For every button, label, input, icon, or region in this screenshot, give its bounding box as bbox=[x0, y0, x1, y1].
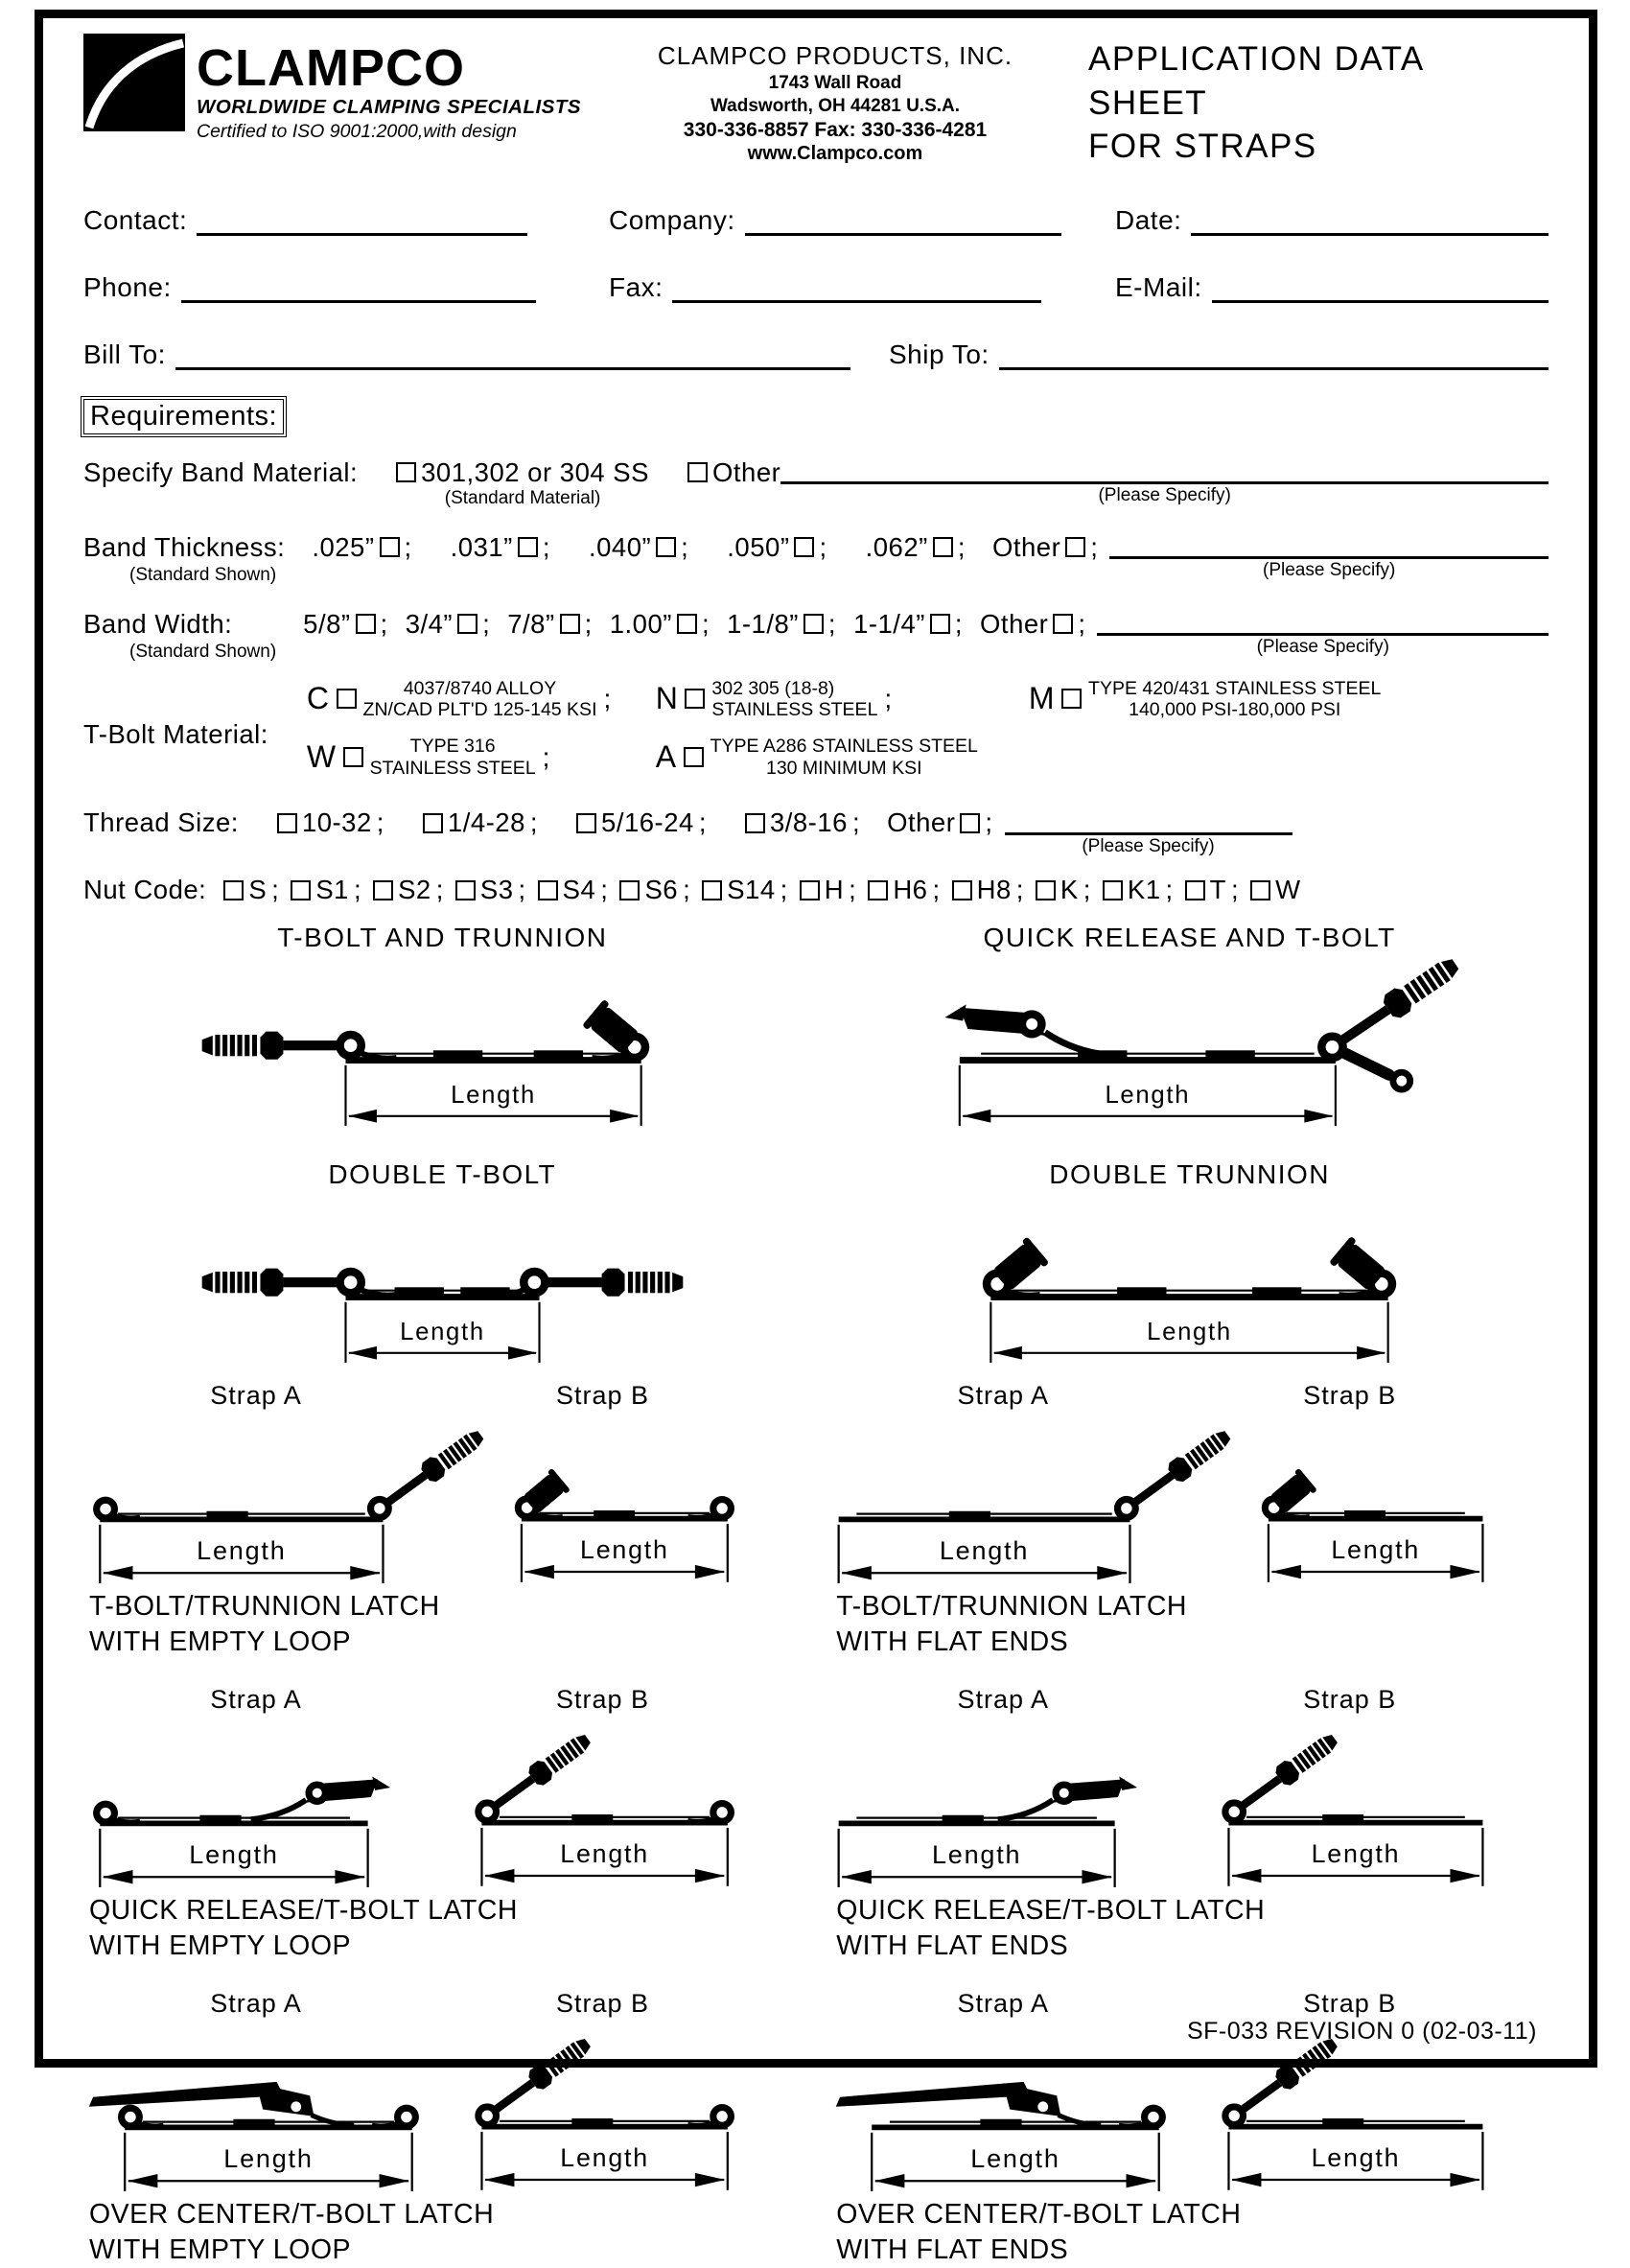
checkbox[interactable] bbox=[343, 747, 363, 767]
svg-text:Length: Length bbox=[970, 2144, 1060, 2174]
thread-size-row bbox=[83, 807, 1548, 857]
phone-label: Phone: bbox=[83, 271, 172, 302]
nut-code-option: W bbox=[1250, 875, 1300, 905]
strap-b-figure: Strap B Length bbox=[461, 1989, 744, 2191]
svg-text:Length: Length bbox=[223, 2144, 314, 2174]
strap-drawing bbox=[919, 1192, 1460, 1356]
strap-a-figure: Strap A Length bbox=[830, 1989, 1176, 2191]
ship-to-input-line[interactable] bbox=[999, 340, 1548, 370]
band-material-standard-checkbox[interactable] bbox=[396, 462, 416, 482]
strap-b-figure: Strap B Length bbox=[461, 1685, 744, 1887]
checkbox[interactable] bbox=[423, 813, 443, 833]
strap-b-figure: Strap B Length bbox=[1208, 1685, 1491, 1887]
strap-drawing bbox=[919, 955, 1460, 1144]
checkbox[interactable] bbox=[576, 813, 596, 833]
pair-caption: T-BOLT/TRUNNION LATCH WITH FLAT ENDS bbox=[836, 1591, 1187, 1658]
nut-code-option: S3 ; bbox=[455, 875, 526, 905]
checkbox[interactable] bbox=[291, 880, 311, 900]
band-material-other-option: Other bbox=[687, 457, 780, 488]
bill-to-input-line[interactable] bbox=[175, 340, 850, 370]
checkbox[interactable] bbox=[1250, 880, 1270, 900]
pair-t-bolt-trunnion-flat-ends bbox=[830, 1381, 1548, 1660]
fax-label: Fax: bbox=[609, 271, 664, 302]
checkbox[interactable] bbox=[960, 813, 980, 833]
t-bolt-material-row bbox=[83, 677, 1548, 780]
checkbox[interactable] bbox=[930, 614, 950, 634]
checkbox[interactable] bbox=[1061, 689, 1082, 709]
bill-to-label: Bill To: bbox=[83, 339, 166, 369]
email-input-line[interactable] bbox=[1212, 273, 1548, 303]
nut-code-label: Nut Code: bbox=[83, 875, 207, 905]
svg-text:Length: Length bbox=[940, 1535, 1030, 1565]
checkbox[interactable] bbox=[356, 614, 376, 634]
phone-input-line[interactable] bbox=[181, 273, 536, 303]
checkbox[interactable] bbox=[1065, 537, 1085, 557]
checkbox[interactable] bbox=[800, 880, 820, 900]
band-width-option: 1.00” ; bbox=[609, 608, 710, 639]
checkbox[interactable] bbox=[677, 614, 697, 634]
strap-drawing bbox=[461, 1411, 744, 1582]
svg-text:Length: Length bbox=[197, 1535, 287, 1565]
band-width-row bbox=[83, 609, 1548, 663]
band-material-other-checkbox[interactable] bbox=[687, 462, 708, 482]
nut-code-option: H6 ; bbox=[868, 875, 940, 905]
strap-drawing bbox=[172, 1192, 713, 1356]
checkbox[interactable] bbox=[560, 614, 580, 634]
nut-code-option: T ; bbox=[1185, 875, 1239, 905]
strap-a-figure: Strap A Length bbox=[830, 1685, 1176, 1887]
band-width-option: 7/8” ; bbox=[507, 608, 593, 639]
pair-t-bolt-trunnion-empty-loop bbox=[83, 1381, 802, 1660]
band-width-option: 1-1/8” ; bbox=[727, 608, 837, 639]
billing-row bbox=[83, 339, 1548, 370]
brand-certification: Certified to ISO 9001:2000,with design bbox=[197, 120, 517, 142]
band-thickness-label: Band Thickness: bbox=[83, 531, 286, 562]
strap-drawing bbox=[830, 2019, 1176, 2191]
checkbox[interactable] bbox=[373, 880, 393, 900]
diagram-row-4 bbox=[83, 1685, 1548, 1964]
nut-code-option: H ; bbox=[800, 875, 857, 905]
band-thickness-option: .062” ; bbox=[865, 531, 966, 562]
band-width-option: 3/4” ; bbox=[405, 608, 491, 639]
band-width-other-option: Other ; bbox=[980, 608, 1086, 639]
fax-field bbox=[609, 272, 1088, 303]
t-bolt-material-option-c: C 4037/8740 ALLOY ZN/CAD PLT'D 125-145 KSI ; bbox=[306, 677, 612, 720]
strap-a-figure: Strap A Length bbox=[830, 1381, 1176, 1583]
strap-b-figure: Strap B Length bbox=[1208, 1381, 1491, 1583]
thread-size-option: 1/4-28 ; bbox=[423, 807, 538, 838]
strap-drawing bbox=[1208, 1715, 1491, 1886]
band-thickness-option: .040” ; bbox=[588, 531, 689, 562]
pair-quick-release-t-bolt-empty-loop bbox=[83, 1685, 802, 1964]
checkbox[interactable] bbox=[1103, 880, 1123, 900]
pair-caption: OVER CENTER/T-BOLT LATCH WITH FLAT ENDS bbox=[836, 2199, 1242, 2266]
diagram-t-bolt-and-trunnion: T-BOLT AND TRUNNION Length bbox=[83, 923, 802, 1144]
band-thickness-option: .031” ; bbox=[450, 531, 550, 562]
document-number: SF-033 REVISION 0 (02-03-11) bbox=[1186, 2018, 1537, 2045]
brand-name: CLAMPCO bbox=[197, 39, 465, 97]
strap-drawing bbox=[1208, 1411, 1491, 1582]
checkbox[interactable] bbox=[745, 813, 765, 833]
checkbox[interactable] bbox=[380, 537, 400, 557]
svg-text:Length: Length bbox=[399, 1319, 485, 1346]
pair-over-center-t-bolt-empty-loop bbox=[83, 1989, 802, 2268]
checkbox[interactable] bbox=[518, 537, 538, 557]
document-title-line2: FOR STRAPS bbox=[1088, 128, 1317, 165]
nut-code-option: S6 ; bbox=[619, 875, 690, 905]
strap-a-figure: Strap A Length bbox=[83, 1381, 429, 1583]
pair-quick-release-t-bolt-flat-ends bbox=[830, 1685, 1548, 1964]
date-field bbox=[1115, 205, 1548, 236]
pair-caption: QUICK RELEASE/T-BOLT LATCH WITH EMPTY LOOP bbox=[89, 1895, 518, 1962]
nut-code-row bbox=[83, 875, 1548, 905]
svg-text:Length: Length bbox=[1331, 1534, 1421, 1564]
checkbox[interactable] bbox=[337, 689, 357, 709]
document-title-line1: APPLICATION DATA SHEET bbox=[1088, 40, 1423, 122]
band-thickness-note: (Standard Shown) bbox=[129, 564, 277, 585]
strap-drawing bbox=[830, 1715, 1176, 1887]
strap-b-figure: Strap B Length bbox=[1208, 1989, 1491, 2191]
company-website: www.Clampco.com bbox=[747, 143, 923, 164]
svg-text:Length: Length bbox=[1105, 1082, 1191, 1110]
checkbox[interactable] bbox=[702, 880, 722, 900]
nut-code-option: S4 ; bbox=[538, 875, 609, 905]
checkbox[interactable] bbox=[933, 537, 953, 557]
checkbox[interactable] bbox=[656, 537, 676, 557]
nut-code-option: S1 ; bbox=[291, 875, 361, 905]
bill-to-field bbox=[83, 339, 850, 370]
thread-size-other-option: Other ; bbox=[887, 807, 993, 838]
svg-text:Length: Length bbox=[932, 1840, 1022, 1870]
checkbox[interactable] bbox=[277, 813, 297, 833]
checkbox[interactable] bbox=[685, 689, 705, 709]
diagram-double-t-bolt: DOUBLE T-BOLT Length bbox=[83, 1159, 802, 1356]
ship-to-label: Ship To: bbox=[889, 339, 990, 369]
nut-code-option: H8 ; bbox=[952, 875, 1024, 905]
date-input-line[interactable] bbox=[1191, 206, 1548, 236]
svg-text:Length: Length bbox=[560, 2143, 649, 2173]
company-address-line2: Wadsworth, OH 44281 U.S.A. bbox=[710, 96, 961, 116]
company-name: CLAMPCO PRODUCTS, INC. bbox=[657, 41, 1013, 70]
t-bolt-material-option-w: W TYPE 316 STAINLESS STEEL ; bbox=[306, 736, 550, 779]
checkbox[interactable] bbox=[1053, 614, 1073, 634]
thread-size-option: 5/16-24 ; bbox=[576, 807, 707, 838]
company-address-line1: 1743 Wall Road bbox=[768, 73, 902, 93]
checkbox[interactable] bbox=[457, 614, 477, 634]
strap-a-figure: Strap A Length bbox=[83, 1685, 429, 1887]
strap-b-figure: Strap B Length bbox=[461, 1381, 744, 1583]
company-label: Company: bbox=[609, 204, 735, 235]
band-width-option: 1-1/4” ; bbox=[853, 608, 964, 639]
band-thickness-option: .050” ; bbox=[727, 531, 827, 562]
band-thickness-row bbox=[83, 532, 1548, 586]
nut-code-option: S2 ; bbox=[373, 875, 444, 905]
band-thickness-option: .025” ; bbox=[312, 531, 412, 562]
pair-caption: T-BOLT/TRUNNION LATCH WITH EMPTY LOOP bbox=[89, 1591, 440, 1658]
fax-input-line[interactable] bbox=[672, 273, 1041, 303]
brand-tagline: WORLDWIDE CLAMPING SPECIALISTS bbox=[197, 95, 582, 118]
svg-text:Length: Length bbox=[560, 1839, 649, 1869]
diagram-row-3 bbox=[83, 1381, 1548, 1660]
band-width-option: 5/8” ; bbox=[303, 608, 388, 639]
checkbox[interactable] bbox=[223, 880, 244, 900]
svg-text:Length: Length bbox=[1147, 1319, 1233, 1346]
email-label: E-Mail: bbox=[1115, 271, 1202, 302]
t-bolt-material-option-a: A TYPE A286 STAINLESS STEEL 130 MINIMUM KSI bbox=[655, 736, 978, 779]
contact-input-line[interactable] bbox=[197, 206, 527, 236]
thread-size-other-line[interactable] bbox=[1005, 807, 1292, 835]
strap-drawing bbox=[83, 2019, 429, 2191]
company-phone-fax: 330-336-8857 Fax: 330-336-4281 bbox=[683, 119, 988, 141]
band-material-label: Specify Band Material: bbox=[83, 456, 359, 487]
contact-label: Contact: bbox=[83, 204, 188, 235]
strap-drawing bbox=[83, 1715, 429, 1887]
t-bolt-material-label: T-Bolt Material: bbox=[83, 719, 268, 750]
svg-text:Length: Length bbox=[1311, 2143, 1401, 2173]
band-width-other-specify: (Please Specify) bbox=[1097, 609, 1548, 659]
band-width-note: (Standard Shown) bbox=[129, 641, 277, 662]
diagram-quick-release-and-t-bolt: QUICK RELEASE AND T-BOLT Length bbox=[830, 923, 1548, 1144]
document-title bbox=[1088, 34, 1548, 169]
nut-code-option: S ; bbox=[223, 875, 279, 905]
strap-drawing bbox=[172, 955, 713, 1144]
checkbox[interactable] bbox=[1185, 880, 1205, 900]
strap-drawing bbox=[83, 1411, 429, 1583]
svg-text:Length: Length bbox=[1311, 1839, 1401, 1869]
strap-drawing bbox=[461, 2019, 744, 2190]
band-thickness-other-option: Other ; bbox=[991, 531, 1099, 562]
contact-field bbox=[83, 205, 582, 236]
thread-size-other-specify: (Please Specify) bbox=[1005, 807, 1292, 857]
clampco-logo bbox=[83, 34, 582, 143]
svg-text:Length: Length bbox=[189, 1840, 279, 1870]
band-thickness-other-line[interactable] bbox=[1109, 532, 1548, 560]
checkbox[interactable] bbox=[952, 880, 972, 900]
checkbox[interactable] bbox=[455, 880, 476, 900]
strap-drawing bbox=[830, 1411, 1176, 1583]
email-field bbox=[1115, 272, 1548, 303]
band-material-standard-option: 301,302 or 304 SS (Standard Material) bbox=[396, 457, 649, 509]
thread-size-option: 10-32 ; bbox=[277, 807, 384, 838]
band-thickness-other-specify: (Please Specify) bbox=[1109, 532, 1548, 582]
diagrams-section bbox=[83, 923, 1548, 2268]
phone-row bbox=[83, 272, 1548, 303]
nut-code-option: K1 ; bbox=[1103, 875, 1174, 905]
ship-to-field bbox=[889, 339, 1548, 370]
standard-material-note: (Standard Material) bbox=[444, 487, 601, 508]
pair-caption: QUICK RELEASE/T-BOLT LATCH WITH FLAT ENDS bbox=[836, 1895, 1266, 1962]
logo-swoosh-icon bbox=[83, 34, 185, 131]
strap-a-figure: Strap A Length bbox=[83, 1989, 429, 2191]
strap-drawing bbox=[461, 1715, 744, 1886]
checkbox[interactable] bbox=[619, 880, 640, 900]
nut-code-option: S14 ; bbox=[702, 875, 788, 905]
date-label: Date: bbox=[1115, 204, 1182, 235]
checkbox[interactable] bbox=[684, 747, 704, 767]
requirements-section-title: Requirements: bbox=[83, 399, 284, 434]
checkbox[interactable] bbox=[1036, 880, 1056, 900]
nut-code-option: K ; bbox=[1036, 875, 1091, 905]
checkbox[interactable] bbox=[868, 880, 888, 900]
svg-text:Length: Length bbox=[451, 1082, 536, 1110]
company-input-line[interactable] bbox=[745, 206, 1061, 236]
band-width-label: Band Width: bbox=[83, 608, 233, 639]
band-material-other-specify: (Please Specify) bbox=[780, 457, 1548, 507]
company-info bbox=[629, 34, 1041, 165]
header bbox=[83, 34, 1548, 169]
thread-size-label: Thread Size: bbox=[83, 807, 239, 838]
contact-row bbox=[83, 205, 1548, 236]
band-material-other-line[interactable] bbox=[780, 457, 1548, 485]
diagram-row-1 bbox=[83, 923, 1548, 1144]
thread-size-option: 3/8-16 ; bbox=[745, 807, 860, 838]
band-width-other-line[interactable] bbox=[1097, 609, 1548, 637]
diagram-row-2 bbox=[83, 1159, 1548, 1356]
form-sheet bbox=[35, 10, 1597, 2266]
checkbox[interactable] bbox=[803, 614, 824, 634]
checkbox[interactable] bbox=[794, 537, 814, 557]
svg-text:Length: Length bbox=[580, 1534, 669, 1564]
checkbox[interactable] bbox=[538, 880, 558, 900]
phone-field bbox=[83, 272, 582, 303]
band-material-row bbox=[83, 457, 1548, 509]
pair-caption: OVER CENTER/T-BOLT LATCH WITH EMPTY LOOP bbox=[89, 2199, 495, 2266]
t-bolt-material-option-m: M TYPE 420/431 STAINLESS STEEL 140,000 PSI-180,000 PSI bbox=[1028, 677, 1382, 720]
t-bolt-material-option-n: N 302 305 (18-8) STAINLESS STEEL ; bbox=[655, 677, 893, 720]
diagram-double-trunnion: DOUBLE TRUNNION Length bbox=[830, 1159, 1548, 1356]
company-field bbox=[609, 205, 1088, 236]
